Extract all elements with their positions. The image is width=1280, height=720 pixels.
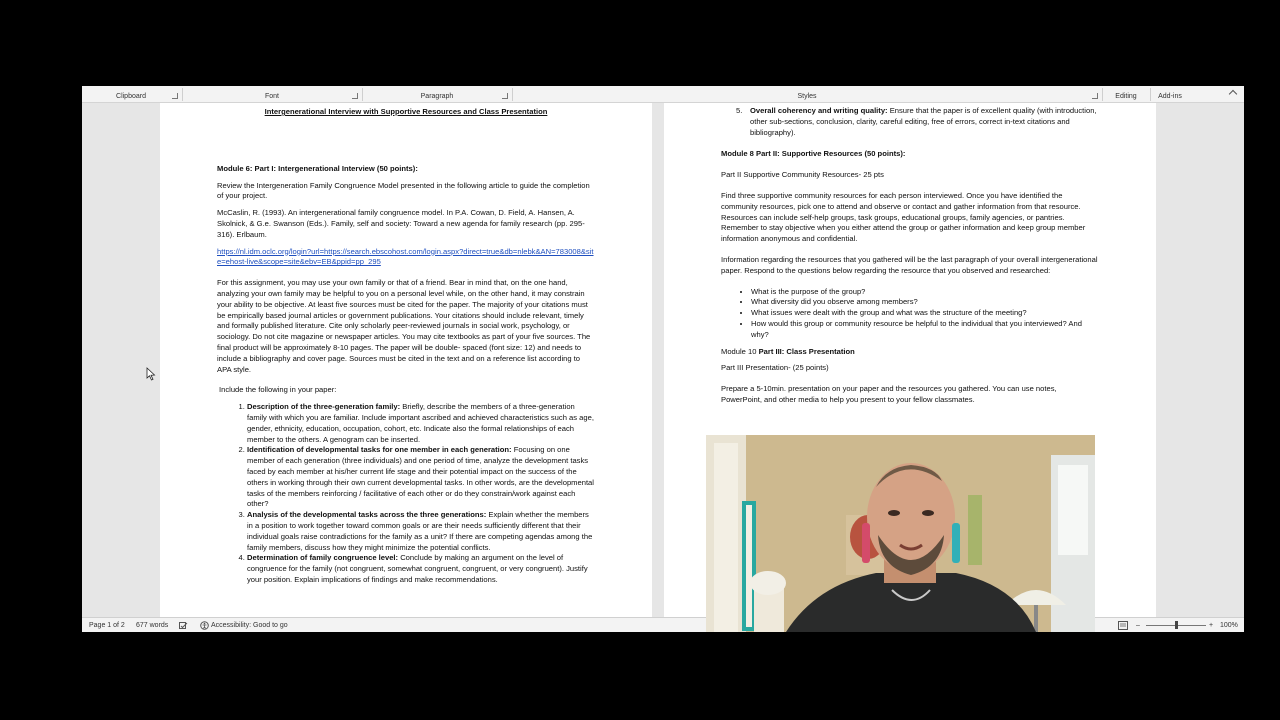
dialog-launcher-icon[interactable] [1092, 93, 1098, 99]
list-number: 5. [736, 106, 743, 115]
ribbon-group-label: Paragraph [420, 93, 454, 100]
list-item-5 [721, 106, 1099, 138]
list-item-title: Overall coherency and writing quality: [750, 106, 888, 115]
word-count[interactable]: 677 words [136, 622, 169, 629]
list-item: • How would this group or community resource be helpful to the individual that you interviewed? And why? [751, 319, 1099, 341]
proofing-icon[interactable] [179, 618, 188, 632]
list-item [247, 445, 595, 510]
intro-paragraph: Review the Intergeneration Family Congruence Model presented in the following article to guide the completion of your project. [217, 180, 590, 201]
zoom-slider-thumb[interactable] [1175, 621, 1178, 629]
dialog-launcher-icon[interactable] [502, 93, 508, 99]
ribbon-group-editing[interactable] [1104, 86, 1148, 102]
list-item-title: Description of the three-generation family: [247, 402, 401, 412]
presentation-paragraph: Prepare a 5-10min. presentation on your paper and the resources you gathered. You can use notes, PowerPoint, and other media to help you present to your fellow classmates. [721, 384, 1057, 404]
list-item-text: Focusing on one member of each generation (three individuals) and one period of time, analyze the development tasks faced by each member at his/her current life stage and their potential impact on the success of the others in working through their own current developmental tasks. In other words, are the developmental tasks of the members reinforcing / facilitative of each other or do they constrain/work against each other? [247, 445, 594, 509]
list-item: • What issues were dealt with the group and what was the structure of the meeting? [751, 308, 1099, 319]
ribbon-group-add-ins[interactable] [1152, 86, 1188, 102]
accessibility-status[interactable]: Accessibility: Good to go [211, 622, 288, 629]
ribbon-group-label: Clipboard [116, 93, 146, 100]
information-paragraph: Information regarding the resources that you gathered will be the last paragraph of your overall intergenerational paper. Respond to the questions below regarding the resource that you observed and researched: [721, 254, 1098, 275]
ribbon-group-label: Add-ins [1158, 93, 1182, 100]
list-item [247, 553, 595, 585]
collapse-ribbon-icon[interactable] [1229, 90, 1237, 98]
part3-subheading: Part III Presentation- (25 points) [721, 363, 829, 373]
citation-paragraph: McCaslin, R. (1993). An intergenerational family congruence model. In P.A. Cowan, D. Field, A. Hansen, A. Skolnick, & G.e. Swanson (Eds.). Family, self and society: Toward a new agenda for family research (pp. 295-316). Erlbaum. [217, 208, 585, 239]
ribbon-group-label: Font [264, 93, 279, 100]
part2-subheading: Part II Supportive Community Resources- 25 pts [721, 170, 884, 180]
list-item-text: Ensure that the paper is of excellent quality (with introduction, other sub-sections, conclusion, clarity, careful editing, free of errors, correct in-text citations and bibliography). [750, 106, 1097, 137]
dialog-launcher-icon[interactable] [352, 93, 358, 99]
web-layout-icon[interactable] [1118, 618, 1128, 632]
zoom-out-icon[interactable]: – [1136, 622, 1140, 629]
ribbon-group-font[interactable] [184, 86, 360, 102]
ribbon-group-labels [82, 86, 1244, 103]
list-item [247, 402, 595, 445]
dialog-launcher-icon[interactable] [172, 93, 178, 99]
module10-title: Part III: Class Presentation [758, 346, 855, 356]
page-count[interactable]: Page 1 of 2 [89, 622, 125, 629]
document-page-1[interactable] [160, 103, 652, 617]
zoom-level[interactable]: 100% [1220, 622, 1238, 629]
ribbon-separator [1102, 88, 1103, 101]
list-item: • What diversity did you observe among members? [751, 297, 1099, 308]
questions-list [721, 287, 1099, 341]
include-paragraph: Include the following in your paper: [219, 385, 337, 395]
ribbon-separator [182, 88, 183, 101]
module6-heading: Module 6: Part I: Intergenerational Interview (50 points): [217, 163, 418, 173]
ribbon-group-label: Styles [797, 93, 817, 100]
list-item-title: Identification of developmental tasks for one member in each generation: [247, 445, 512, 455]
document-title: Intergenerational Interview with Supportive Resources and Class Presentation [264, 107, 548, 116]
module10-heading [721, 347, 1099, 358]
accessibility-icon[interactable] [200, 618, 209, 632]
list-item-text: Briefly, describe the members of a three-generation family with which you are familiar. Include important ascribed and achieved characteristics such as age, gender, ethnicity, education, occupation, cohort, etc. Indicate also the formal relationships of each member to the others. A genogram can be inserted. [247, 402, 594, 444]
list-item [247, 510, 595, 553]
list-item-title: Determination of family congruence level: [247, 553, 399, 563]
mouse-cursor-icon [146, 367, 156, 381]
ribbon-separator [512, 88, 513, 101]
ribbon-group-clipboard[interactable] [82, 86, 180, 102]
requirements-list [217, 402, 595, 586]
ribbon-group-label: Editing [1115, 93, 1137, 100]
zoom-in-icon[interactable]: + [1209, 622, 1214, 629]
module10-prefix: Module 10 [721, 346, 759, 356]
list-item-text: Explain whether the members in a position to work together toward common goals or are their needs sufficiently different that their individual goals raise contradictions for the family as a unit? If there are competing agendas among the family members, discuss how they might minimize the potential conflicts. [247, 510, 593, 552]
ribbon-separator [1150, 88, 1151, 101]
webcam-overlay [706, 435, 1095, 632]
ribbon-group-paragraph[interactable] [364, 86, 510, 102]
module8-heading: Module 8 Part II: Supportive Resources (50 points): [721, 149, 906, 159]
resources-paragraph: Find three supportive community resources for each person interviewed. Once you have identified the community resources, pick one to attend and observe or contact and gather information from that resource. Resources can include self-help groups, task groups, educational groups, family agencies, or pantries. Remember to stay objective when you either attend the group or gather information and keep group member information anonymous and confidential. [721, 190, 1086, 244]
presenter-video-frame [706, 435, 1095, 632]
ribbon-group-styles[interactable] [514, 86, 1100, 102]
list-item-text: Conclude by making an argument on the level of congruence for the family (not congruent, somewhat congruent, congruent, or very congruent). Justify your position. Explain implications of findings and make recommendations. [247, 553, 588, 584]
list-item-title: Analysis of the developmental tasks across the three generations: [247, 510, 487, 520]
assignment-paragraph: For this assignment, you may use your own family or that of a friend. Bear in mind that, on the one hand, analyzing your own family may be helpful to you on a personal level while, on the other hand, it may constrain your ability to be objective. At least five sources must be cited for the paper. The majority of your citations must be empirically based journal articles or government publications. Your citations should include relevant, timely and formally published literature. Cite only scholarly peer-reviewed journals in social work, psychology, or sociology. Do not cite magazine or newspaper articles. You may cite textbooks as part of your five sources. The final product will be approximately 8-10 pages. The paper will be double- spaced (font size: 12) and needs to include a bibliography and cover page. Sources must be cited in the text and on a reference list according to APA style. [217, 278, 591, 374]
list-item: • What is the purpose of the group? [751, 287, 1099, 298]
ribbon-separator [362, 88, 363, 101]
article-link[interactable]: https://nl.idm.oclc.org/login?url=https://search.ebscohost.com/login.aspx?direct=true&db=nlebk&AN=783008&site=ehost-live&scope=site&ebv=EB&ppid=pp_295 [217, 246, 594, 267]
